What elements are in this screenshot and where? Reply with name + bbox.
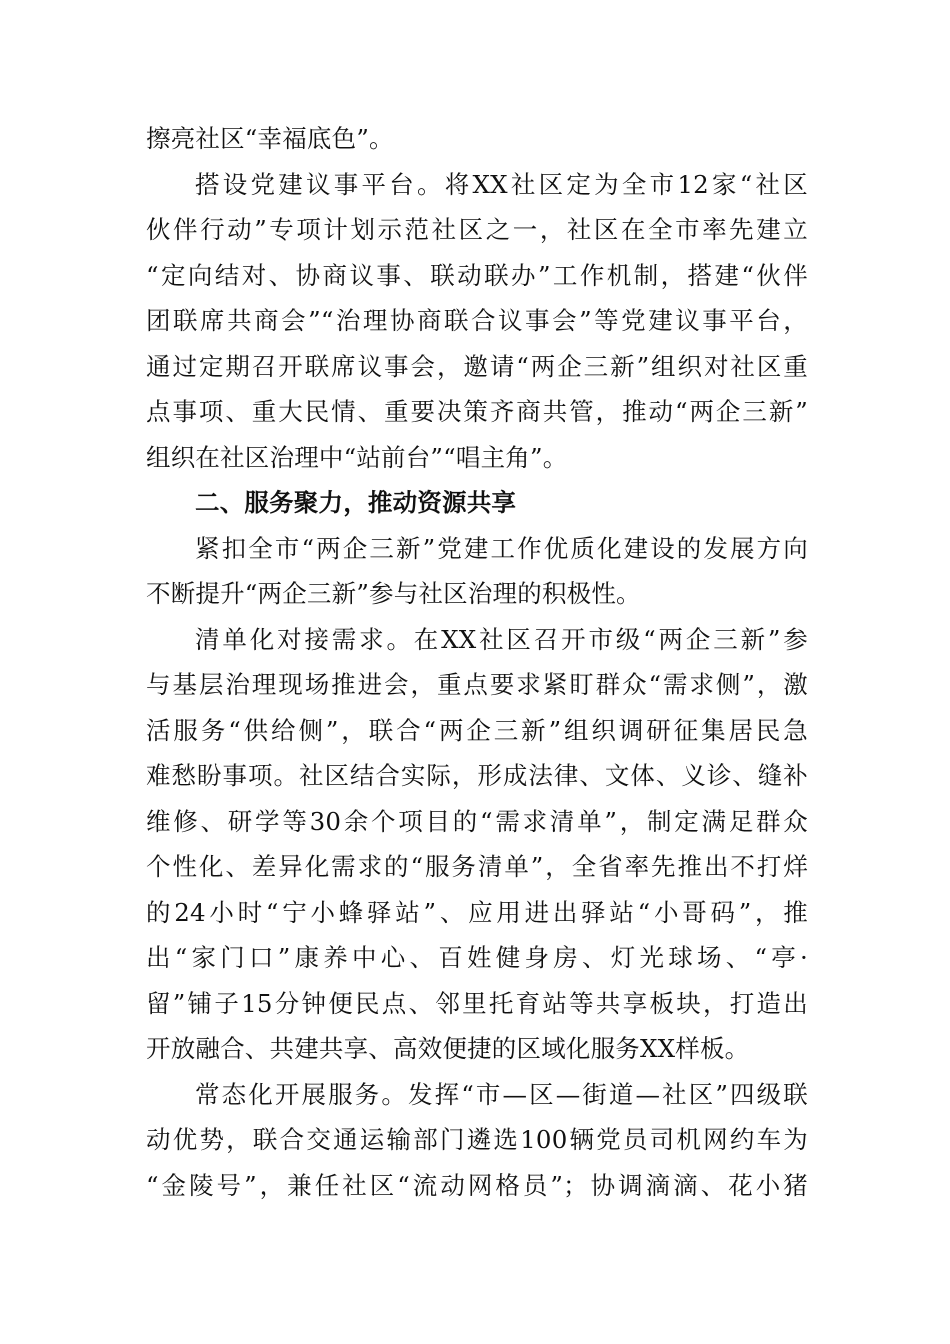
paragraph-line: 紧扣全市“两企三新”党建工作优质化建设的发展方向: [195, 533, 808, 563]
paragraph-line: 动优势，联合交通运输部门遴选100辆党员司机网约车为: [146, 1125, 808, 1154]
paragraph-line: 与基层治理现场推进会，重点要求紧盯群众“需求侧”，激: [146, 670, 808, 699]
paragraph-line: 不断提升“两企三新”参与社区治理的积极性。: [146, 579, 641, 608]
paragraph-line: 团联席共商会”“治理协商联合议事会”等党建议事平台，: [146, 306, 808, 335]
paragraph-line: 维修、研学等30余个项目的“需求清单”，制定满足群众: [146, 806, 808, 836]
paragraph-line: 的24小时“宁小蜂驿站”、应用进出驿站“小哥码”，推: [146, 897, 808, 927]
paragraph-line: 点事项、重大民情、重要决策齐商共管，推动“两企三新”: [146, 397, 808, 426]
paragraph-line: 通过定期召开联席议事会，邀请“两企三新”组织对社区重: [146, 351, 808, 381]
paragraph-line: 清单化对接需求。在XX社区召开市级“两企三新”参: [195, 624, 808, 654]
paragraph-line: 组织在社区治理中“站前台”“唱主角”。: [146, 442, 568, 472]
paragraph-line: 出“家门口”康养中心、百姓健身房、灯光球场、“亭·: [146, 943, 808, 972]
paragraph-line: 伙伴行动”专项计划示范社区之一，社区在全市率先建立: [146, 215, 808, 244]
paragraph-line: “金陵号”，兼任社区“流动网格员”；协调滴滴、花小猪: [146, 1170, 808, 1200]
section-heading: 二、服务聚力，推动资源共享: [195, 488, 517, 517]
paragraph-line: 个性化、差异化需求的“服务清单”，全省率先推出不打烊: [146, 852, 808, 881]
paragraph-line: 擦亮社区“幸福底色”。: [146, 124, 394, 153]
paragraph-line: 开放融合、共建共享、高效便捷的区域化服务XX样板。: [146, 1034, 750, 1063]
paragraph-line: 留”铺子15分钟便民点、邻里托育站等共享板块，打造出: [146, 988, 808, 1018]
document-body: [146, 116, 808, 1208]
paragraph-line: “定向结对、协商议事、联动联办”工作机制，搭建“伙伴: [146, 260, 808, 290]
paragraph-line: 搭设党建议事平台。将XX社区定为全市12家“社区: [195, 169, 808, 199]
paragraph-line: 常态化开展服务。发挥“市—区—街道—社区”四级联: [195, 1079, 808, 1109]
paragraph-line: 活服务“供给侧”，联合“两企三新”组织调研征集居民急: [146, 715, 808, 745]
paragraph-line: 难愁盼事项。社区结合实际，形成法律、文体、义诊、缝补: [146, 761, 808, 790]
